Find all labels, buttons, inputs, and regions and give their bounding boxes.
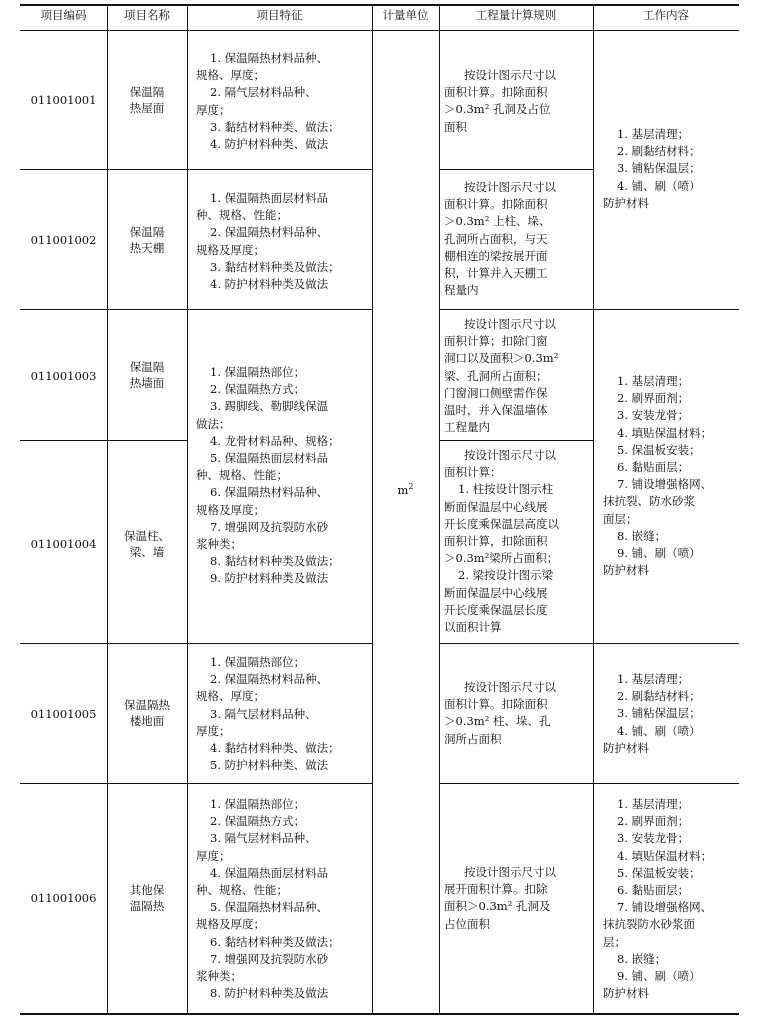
item-features: 1. 保温隔热部位； 2. 保温隔热材料品种、 规格、厚度； 3. 隔气层材料品种、 厚度； 4. 黏结材料种类、做法； 5. 防护材料种类、做法 xyxy=(196,655,340,773)
header-rule: 工程量计算规则 xyxy=(475,8,557,22)
item-code: 011001005 xyxy=(30,707,97,721)
item-name: 保温隔 热屋面 xyxy=(129,85,165,115)
item-name: 保温柱、 梁、墙 xyxy=(124,529,170,559)
header-features: 项目特征 xyxy=(256,8,303,22)
row-divider xyxy=(439,309,739,310)
calculation-rule: 按设计图示尺寸以 面积计算。扣除面积 ＞0.3m² 柱、垛、孔 洞所占面积 xyxy=(444,680,556,746)
work-content: 1. 基层清理； 2. 刷界面剂； 3. 安装龙骨； 4. 填贴保温材料； 5. 保温板安装； 6. 黏贴面层； 7. 铺设增强格网、 抹抗裂、防水砂浆 面层； 8. 嵌缝； 9. 铺、刷（喷） 防护材料 xyxy=(603,374,713,578)
row-divider xyxy=(20,309,372,310)
calculation-rule: 按设计图示尺寸以 面积计算；扣除门窗 洞口以及面积＞0.3m² 梁、孔洞所占面积； 门窗洞口侧壁需作保 温时，并入保温墙体 工程量内 xyxy=(444,317,559,435)
item-name: 保温隔热 楼地面 xyxy=(124,698,170,728)
header-divider xyxy=(20,30,739,31)
item-code: 011001004 xyxy=(30,537,97,551)
header-code: 项目编码 xyxy=(40,8,87,22)
calculation-rule: 按设计图示尺寸以 展开面积计算。扣除 面积＞0.3m² 孔洞及 占位面积 xyxy=(444,865,556,931)
column-divider xyxy=(187,4,188,1014)
column-divider xyxy=(439,4,440,1014)
row-divider xyxy=(439,440,593,441)
column-divider xyxy=(107,4,108,1014)
item-features-merged: 1. 保温隔热部位； 2. 保温隔热方式； 3. 踢脚线、勒脚线保温 做法； 4. 龙骨材料品种、规格； 5. 保温隔热面层材料品 种、规格、性能； 6. 保温隔热材料品种、 规格及厚度； 7. 增强网及抗裂防水砂 浆种类； 8. 黏结材料种类及做法； 9. 防护材料种类及做法 xyxy=(196,365,340,586)
calculation-rule: 按设计图示尺寸以 面积计算。扣除面积 ＞0.3m² 孔洞及占位 面积 xyxy=(444,68,556,134)
item-features: 1. 保温隔热面层材料品 种、规格、性能； 2. 保温隔热材料品种、 规格及厚度； 3. 黏结材料种类及做法； 4. 防护材料种类及做法 xyxy=(196,191,340,292)
row-divider xyxy=(20,783,372,784)
quantity-table xyxy=(20,0,739,1024)
header-unit: 计量单位 xyxy=(382,8,429,22)
column-divider xyxy=(593,4,594,1014)
header-name: 项目名称 xyxy=(124,8,170,22)
column-divider xyxy=(372,4,373,1014)
measurement-unit: $m^2$ xyxy=(397,482,414,497)
item-name: 保温隔 热墙面 xyxy=(129,360,165,390)
row-divider xyxy=(20,643,372,644)
item-code: 011001001 xyxy=(30,93,97,107)
item-code: 011001002 xyxy=(30,233,97,247)
header-work: 工作内容 xyxy=(643,8,689,22)
work-content: 1. 基层清理； 2. 刷界面剂； 3. 安装龙骨； 4. 填贴保温材料； 5. 保温板安装； 6. 黏贴面层； 7. 铺设增强格网、 抹抗裂防水砂浆面 层； 8. 嵌缝； 9. 铺、刷（喷） 防护材料 xyxy=(603,797,713,1001)
calculation-rule: 按设计图示尺寸以 面积计算： 1. 柱按设计图示柱 断面保温层中心线展 开长度乘保温层高度以 面积计算，扣除面积 ＞0.3m²梁所占面积； 2. 梁按设计图示梁 断面保温层中心线展 开长度乘保温层长度 以面积计算 xyxy=(444,448,559,635)
item-code: 011001003 xyxy=(30,369,97,383)
row-divider xyxy=(439,783,739,784)
item-name: 保温隔 热天棚 xyxy=(129,225,165,255)
row-divider xyxy=(20,440,187,441)
item-name: 其他保 温隔热 xyxy=(129,883,165,913)
item-features: 1. 保温隔热材料品种、 规格、厚度； 2. 隔气层材料品种、 厚度； 3. 黏结材料种类、做法； 4. 防护材料种类、做法 xyxy=(196,51,340,152)
work-content: 1. 基层清理； 2. 刷黏结材料； 3. 铺粘保温层； 4. 铺、刷（喷） 防护材料 xyxy=(603,672,701,755)
calculation-rule: 按设计图示尺寸以 面积计算。扣除面积 ＞0.3m² 上柱、垛、 孔洞所占面积，与天 棚相连的梁按展开面 积，计算并入天棚工 程量内 xyxy=(444,180,556,298)
table-border-bottom xyxy=(20,1013,739,1015)
work-content: 1. 基层清理； 2. 刷黏结材料； 3. 铺粘保温层； 4. 铺、刷（喷） 防护材料 xyxy=(603,127,701,210)
item-features: 1. 保温隔热部位； 2. 保温隔热方式； 3. 隔气层材料品种、 厚度； 4. 保温隔热面层材料品 种、规格、性能； 5. 保温隔热材料品种、 规格及厚度； 6. 黏结材料种类及做法； 7. 增强网及抗裂防水砂 浆种类； 8. 防护材料种类及做法 xyxy=(196,797,340,1001)
item-code: 011001006 xyxy=(30,891,97,905)
row-divider xyxy=(439,169,593,170)
row-divider xyxy=(20,169,372,170)
row-divider xyxy=(439,643,739,644)
